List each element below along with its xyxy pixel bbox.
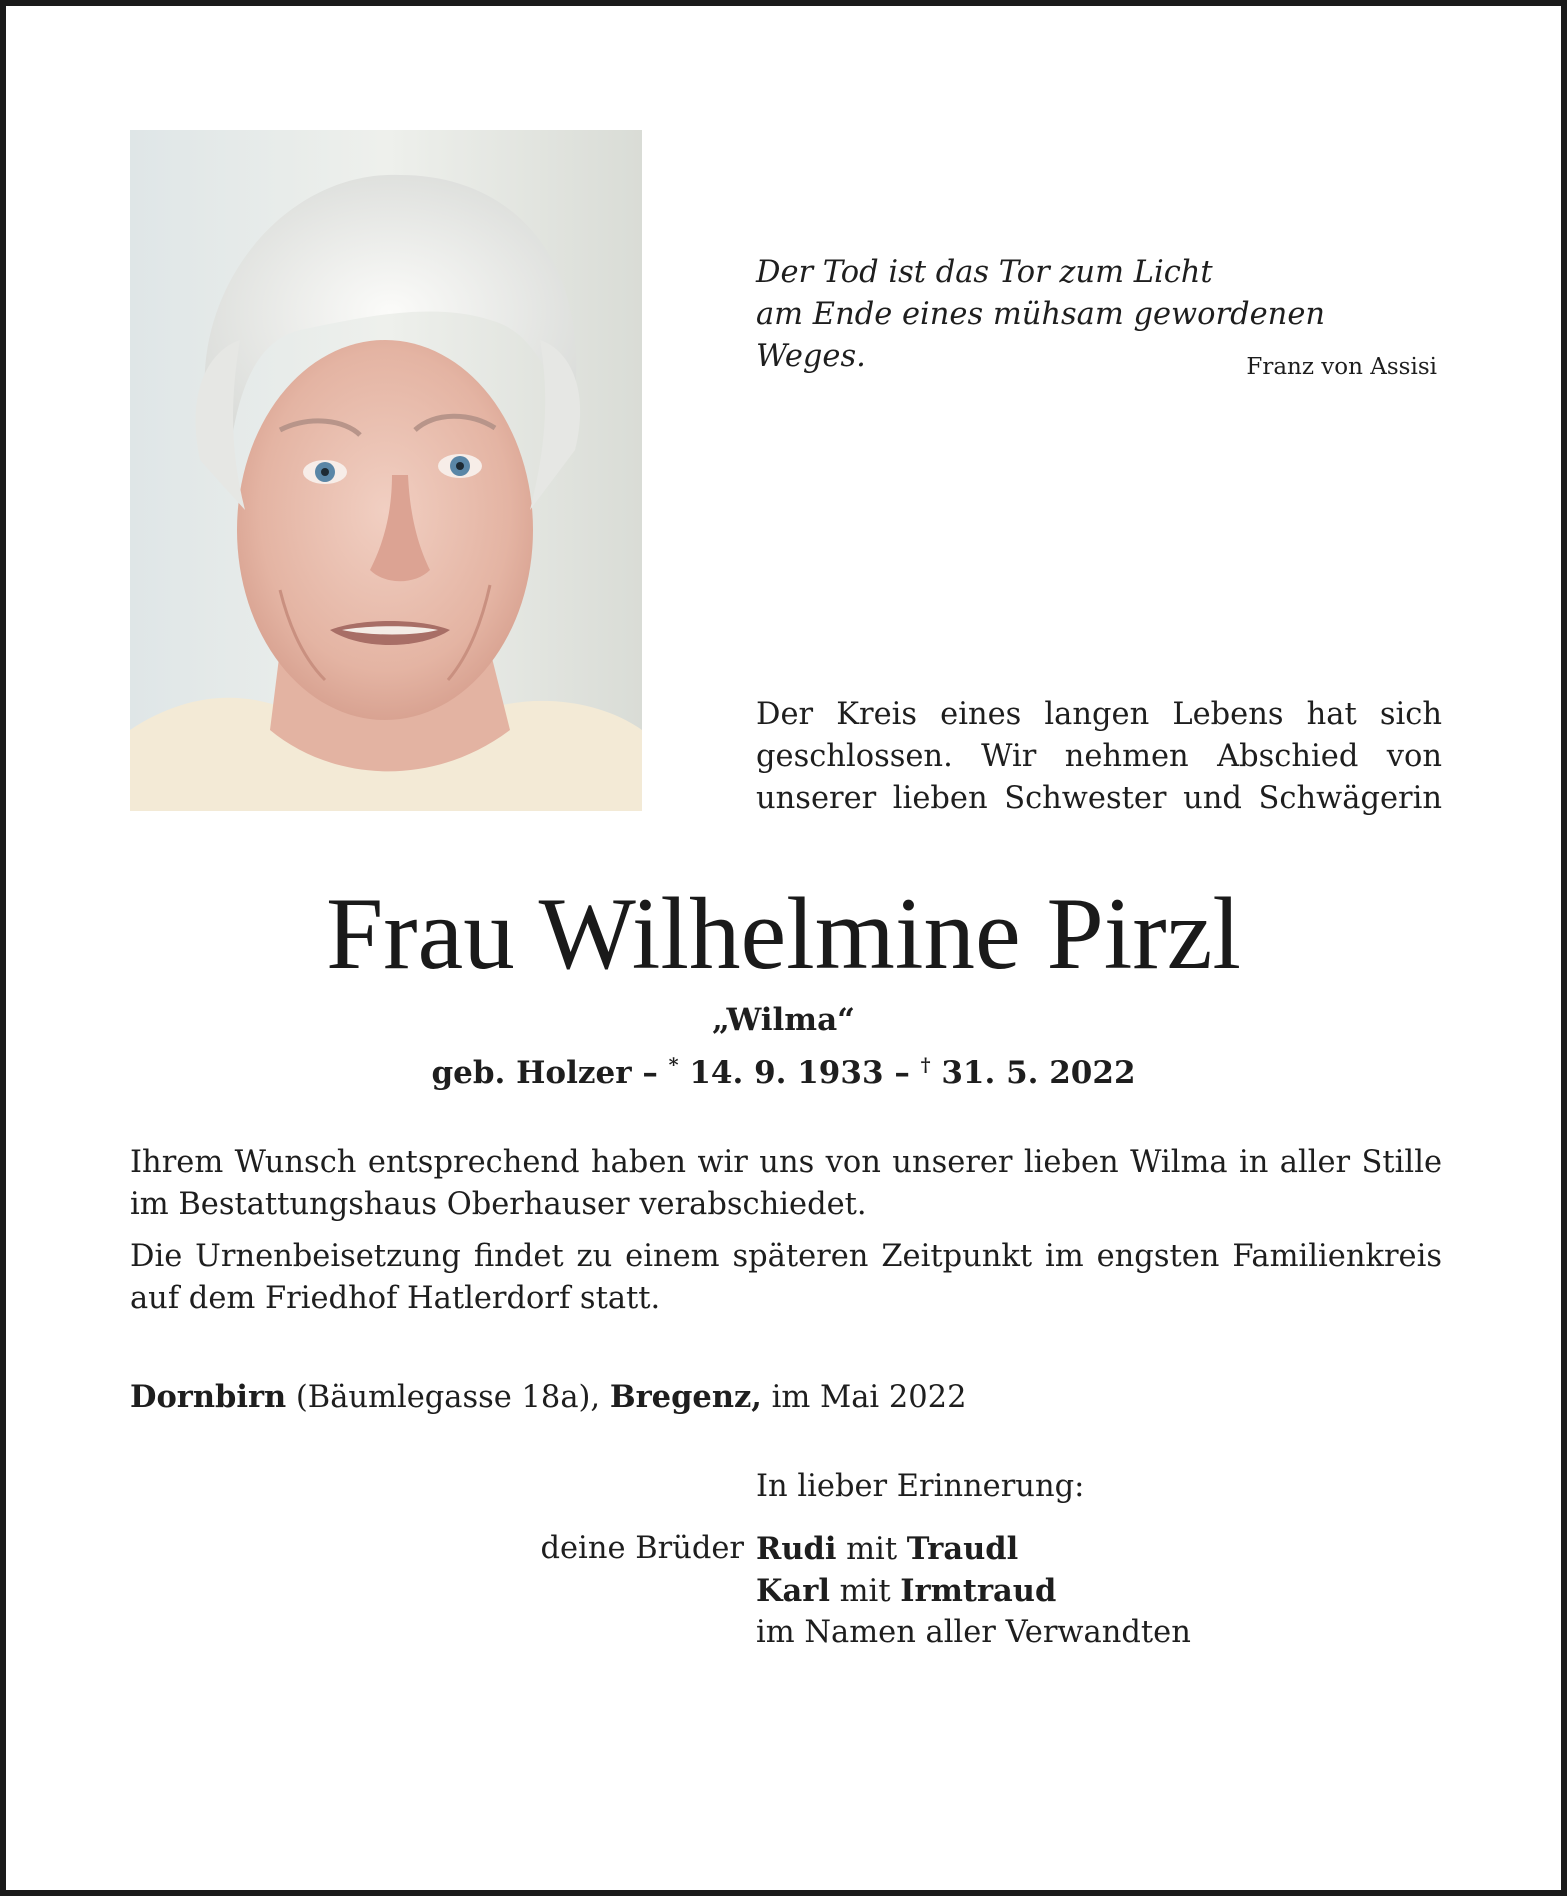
- maiden-name: geb. Holzer: [431, 1055, 632, 1091]
- signature-karl: [756, 1570, 1056, 1613]
- name-traudl: Traudl: [906, 1531, 1019, 1567]
- place-and-date: [130, 1376, 1442, 1419]
- intro-line-2: geschlossen. Wir nehmen Abschied von: [756, 739, 1442, 774]
- name-rudi: Rudi: [756, 1531, 837, 1567]
- signature-rudi: [756, 1528, 1018, 1571]
- month-year: im Mai 2022: [771, 1380, 967, 1415]
- birth-date: 14. 9. 1933: [689, 1055, 884, 1091]
- deceased-nickname: „Wilma“: [712, 1002, 855, 1038]
- city-bregenz: Bregenz,: [609, 1379, 762, 1415]
- paragraph-burial: Die Urnenbeisetzung findet zu einem späteren Zeitpunkt im engsten Familienkreis auf dem Friedhof Hatlerdorf statt.: [130, 1239, 1442, 1316]
- with-word-1: mit: [846, 1532, 898, 1567]
- portrait-photo: [130, 130, 642, 811]
- address: (Bäumlegasse 18a),: [295, 1380, 601, 1415]
- name-karl: Karl: [756, 1573, 830, 1609]
- born-symbol: *: [668, 1054, 679, 1076]
- brothers-label: deine Brüder: [540, 1531, 744, 1566]
- in-memory-line: In lieber Erinnerung:: [756, 1469, 1085, 1504]
- with-word-2: mit: [839, 1574, 891, 1609]
- intro-text: [756, 694, 1442, 820]
- quote-author: Franz von Assisi: [1246, 354, 1437, 380]
- deceased-name: Frau Wilhelmine Pirzl: [325, 877, 1242, 991]
- died-symbol: †: [920, 1054, 931, 1076]
- death-date: 31. 5. 2022: [941, 1055, 1136, 1091]
- life-dates: geb. Holzer – * 14. 9. 1933 – † 31. 5. 2022: [431, 1054, 1136, 1091]
- intro-line-1: Der Kreis eines langen Lebens hat sich: [756, 697, 1442, 732]
- name-irmtraud: Irmtraud: [900, 1573, 1057, 1609]
- quote-line-2: am Ende eines mühsam gewordenen Weges.: [756, 297, 1326, 374]
- intro-line-3: unserer lieben Schwester und Schwägerin: [756, 781, 1442, 816]
- signature-closing: im Namen aller Verwandten: [756, 1615, 1191, 1650]
- paragraph-farewell: Ihrem Wunsch entsprechend haben wir uns von unserer lieben Wilma in aller Stille im Bestattungshaus Oberhauser verabschiedet.: [130, 1145, 1442, 1222]
- quote-line-1: Der Tod ist das Tor zum Licht: [756, 255, 1213, 290]
- city-dornbirn: Dornbirn: [130, 1379, 287, 1415]
